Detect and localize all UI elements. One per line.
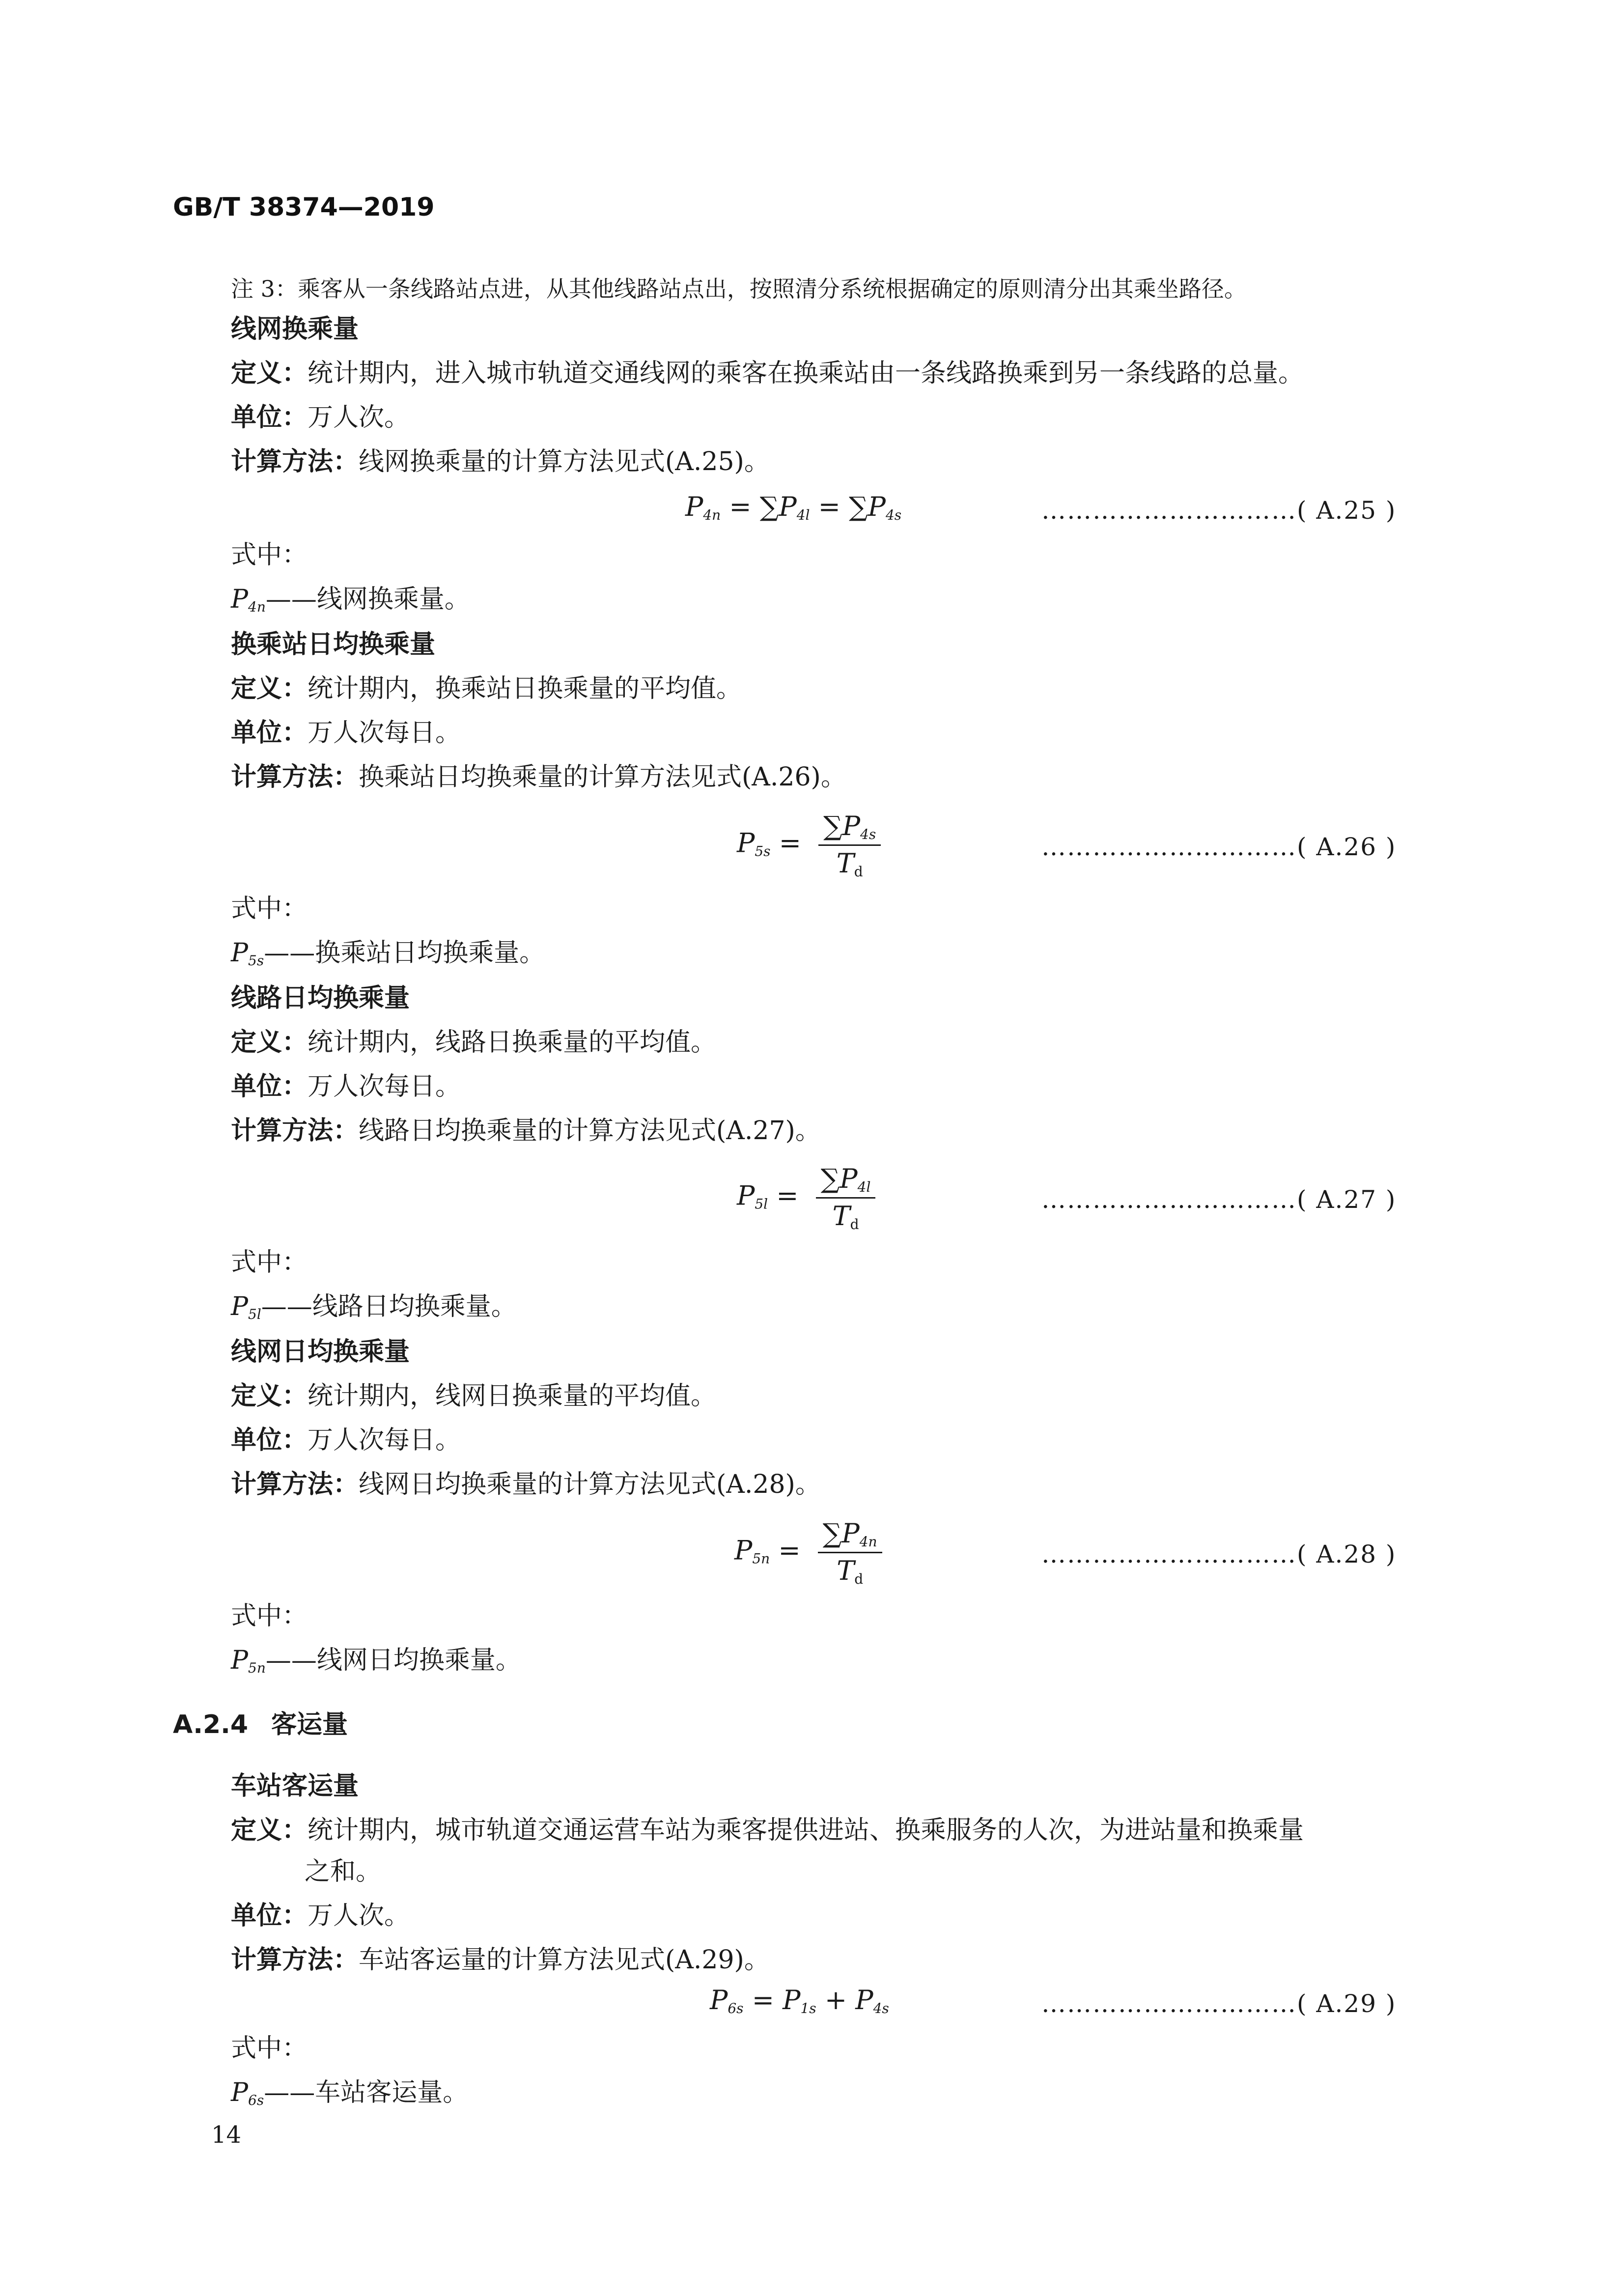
definition-line: 定义：统计期内，线网日换乘量的平均值。 bbox=[231, 1381, 717, 1411]
unit-line bbox=[231, 403, 410, 432]
where-label: 式中： bbox=[231, 540, 308, 570]
where-label: 式中： bbox=[231, 1601, 308, 1631]
term-net-transfer: 线网换乘量 bbox=[231, 314, 359, 344]
definition-label: 定义： bbox=[231, 359, 308, 388]
equation-number-a25: …………………………( A.25 ) bbox=[1041, 496, 1397, 525]
formula-a25: $P_{4n} = \sum P_{4l} = \sum P_{4s}$ bbox=[685, 491, 902, 523]
equation-number-a26: …………………………( A.26 ) bbox=[1041, 833, 1397, 861]
term-station-daily-transfer: 换乘站日均换乘量 bbox=[231, 630, 436, 659]
variable-line: $P_{5n}——$线网日均换乘量。 bbox=[231, 1646, 521, 1676]
calc-label: 计算方法： bbox=[231, 447, 359, 476]
formula-a26: $P_{5s}$ = $\frac{\sum P_{4s}}{T_d}$ bbox=[737, 811, 881, 880]
calc-line: 计算方法：车站客运量的计算方法见式(A.29)。 bbox=[231, 1945, 770, 1975]
formula-a29: $P_{6s} = P_{1s} + P_{4s}$ bbox=[710, 1985, 889, 2016]
unit-label: 单位： bbox=[231, 403, 308, 432]
unit-line: 单位：万人次每日。 bbox=[231, 1072, 461, 1101]
variable-description: ——线网换乘量。 bbox=[265, 585, 470, 614]
definition-line: 定义：统计期内，换乘站日换乘量的平均值。 bbox=[231, 674, 742, 703]
calc-line bbox=[231, 447, 770, 476]
term-line-daily-transfer: 线路日均换乘量 bbox=[231, 983, 410, 1013]
section-heading bbox=[173, 1704, 348, 1740]
unit-line: 单位：万人次每日。 bbox=[231, 718, 461, 748]
fraction: $\frac{\sum P_{4s}}{T_d}$ bbox=[818, 811, 881, 880]
term-station-passenger-volume: 车站客运量 bbox=[231, 1771, 359, 1801]
variable-line: $P_{4n}——$线网换乘量。 bbox=[231, 585, 470, 615]
definition-continuation: 之和。 bbox=[305, 1857, 382, 1886]
variable-line: $P_{5l}——$线路日均换乘量。 bbox=[231, 1292, 517, 1322]
equation-number-a29: …………………………( A.29 ) bbox=[1041, 1989, 1397, 2018]
unit-text: 万人次。 bbox=[308, 403, 410, 432]
calc-line: 计算方法：线路日均换乘量的计算方法见式(A.27)。 bbox=[231, 1116, 821, 1146]
calc-text: 线网换乘量的计算方法见式(A.25)。 bbox=[359, 447, 770, 476]
calc-line: 计算方法：线网日均换乘量的计算方法见式(A.28)。 bbox=[231, 1470, 821, 1499]
unit-line: 单位：万人次。 bbox=[231, 1901, 410, 1931]
formula-a28: $P_{5n}$ = $\frac{\sum P_{4n}}{T_d}$ bbox=[734, 1518, 882, 1587]
fraction: $\frac{\sum P_{4l}}{T_d}$ bbox=[816, 1163, 876, 1232]
equation-number-a28: …………………………( A.28 ) bbox=[1041, 1540, 1397, 1568]
unit-line: 单位：万人次每日。 bbox=[231, 1426, 461, 1455]
where-label: 式中： bbox=[231, 2034, 308, 2063]
fraction: $\frac{\sum P_{4n}}{T_d}$ bbox=[818, 1518, 882, 1587]
definition-text: 统计期内，进入城市轨道交通线网的乘客在换乘站由一条线路换乘到另一条线路的总量。 bbox=[308, 359, 1304, 388]
variable-line: $P_{5s}——$换乘站日均换乘量。 bbox=[231, 938, 545, 969]
standard-number: GB/T 38374—2019 bbox=[173, 193, 435, 222]
formula-a27: $P_{5l}$ = $\frac{\sum P_{4l}}{T_d}$ bbox=[737, 1163, 875, 1232]
calc-line: 计算方法：换乘站日均换乘量的计算方法见式(A.26)。 bbox=[231, 762, 846, 792]
definition-line bbox=[231, 359, 1304, 388]
where-label: 式中： bbox=[231, 1248, 308, 1277]
where-label: 式中： bbox=[231, 894, 308, 924]
definition-line: 定义：统计期内，线路日换乘量的平均值。 bbox=[231, 1028, 717, 1057]
equation-number-a27: …………………………( A.27 ) bbox=[1041, 1185, 1397, 1214]
term-net-daily-transfer: 线网日均换乘量 bbox=[231, 1337, 410, 1367]
definition-line: 定义：统计期内，城市轨道交通运营车站为乘客提供进站、换乘服务的人次，为进站量和换乘量 bbox=[231, 1816, 1304, 1845]
variable-line: $P_{6s}——$车站客运量。 bbox=[231, 2078, 469, 2108]
note-3: 注 3：乘客从一条线路站点进，从其他线路站点出，按照清分系统根据确定的原则清分出其乘坐路径。 bbox=[231, 276, 1247, 302]
section-number: A.2.4 bbox=[173, 1710, 249, 1739]
page-number: 14 bbox=[211, 2121, 242, 2149]
section-title: 客运量 bbox=[271, 1710, 348, 1739]
